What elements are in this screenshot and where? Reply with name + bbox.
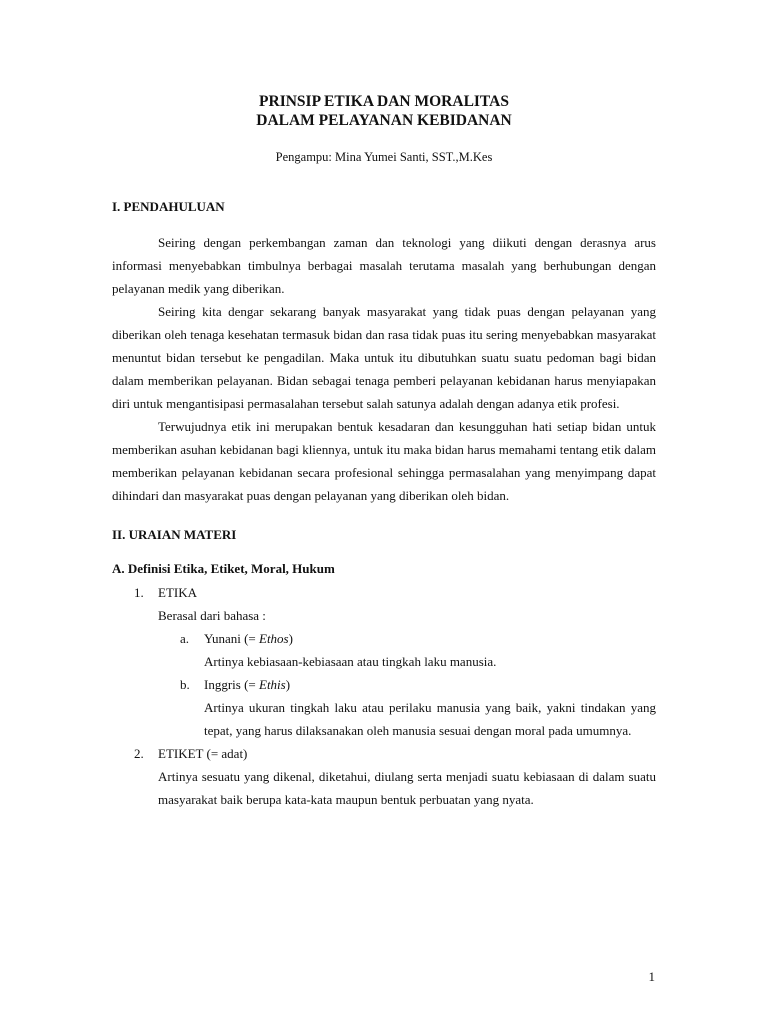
sub-item-meaning: Artinya ukuran tingkah laku atau perilaku manusia yang baik, yakni tindakan yang tepat, yang harus dilaksanakan oleh manusia sesuai dengan moral pada umumnya.	[204, 700, 656, 738]
intro-paragraph-1: Seiring dengan perkembangan zaman dan teknologi yang diikuti dengan derasnya arus informasi menyebabkan timbulnya berbagai masalah terutama masalah yang berhubungan dengan pelayanan medik yang diberikan.	[112, 235, 656, 296]
list-item-etiket	[112, 742, 656, 811]
sub-item-meaning: Artinya kebiasaan-kebiasaan atau tingkah laku manusia.	[204, 654, 497, 669]
section-heading-material: II. URAIAN MATERI	[112, 527, 237, 542]
sub-marker: b.	[180, 677, 190, 692]
sub-item-origin	[204, 627, 656, 650]
list-item-etika	[112, 581, 656, 742]
intro-paragraph-3: Terwujudnya etik ini merupakan bentuk kesadaran dan kesungguhan hati setiap bidan untuk memberikan asuhan kebidanan bagi kliennya, untuk itu maka bidan harus memahami tentang etik dalam memberikan pelayanan kebidanan secara profesional sehingga permasalahan yang menyimpang dapat dihindari dan masyarakat puas dengan pelayanan yang diberikan oleh bidan.	[112, 419, 656, 503]
item-label: ETIKA	[158, 585, 197, 600]
document-title	[112, 92, 656, 130]
page-number: 1	[648, 969, 655, 984]
list-number: 1.	[134, 585, 144, 600]
origin-suffix: )	[285, 677, 291, 692]
origin-prefix: Inggris (=	[204, 677, 259, 692]
intro-paragraph-2: Seiring kita dengar sekarang banyak masyarakat yang tidak puas dengan pelayanan yang diberikan oleh tenaga kesehatan termasuk bidan dan rasa tidak puas itu sering menyebabkan masyarakat menuntut bidan tersebut ke pengadilan. Maka untuk itu dibutuhkan suatu suatu pedoman bagi bidan dalam memberikan pelayanan. Bidan sebagai tenaga pemberi pelayanan kebidanan harus menyiapakan diri untuk mengantisipasi permasalahan tersebut salah satunya adalah dengan adanya etik profesi.	[112, 304, 656, 411]
title-line-2: DALAM PELAYANAN KEBIDANAN	[256, 112, 512, 129]
origin-term: Ethos	[259, 631, 289, 646]
item-meaning: Artinya sesuatu yang dikenal, diketahui, diulang serta menjadi suatu kebiasaan di dalam suatu masyarakat baik berupa kata-kata maupun bentuk perbuatan yang nyata.	[158, 769, 656, 807]
sub-marker: a.	[180, 631, 190, 646]
sub-item-inggris	[158, 673, 656, 742]
subsection-heading-definitions: A. Definisi Etika, Etiket, Moral, Hukum	[112, 561, 335, 576]
author-line: Pengampu: Mina Yumei Santi, SST.,M.Kes	[275, 150, 493, 164]
definition-list	[112, 581, 656, 811]
list-number: 2.	[134, 746, 144, 761]
origin-prefix: Yunani (=	[204, 631, 259, 646]
section-heading-introduction: I. PENDAHULUAN	[112, 199, 225, 214]
title-line-1: PRINSIP ETIKA DAN MORALITAS	[259, 93, 509, 110]
document-page	[112, 92, 656, 811]
origin-term: Ethis	[259, 677, 286, 692]
origin-suffix: )	[288, 631, 293, 646]
sub-item-yunani	[158, 627, 656, 673]
item-intro: Berasal dari bahasa :	[158, 608, 266, 623]
item-label: ETIKET (= adat)	[158, 746, 248, 761]
sub-item-origin	[204, 673, 656, 696]
